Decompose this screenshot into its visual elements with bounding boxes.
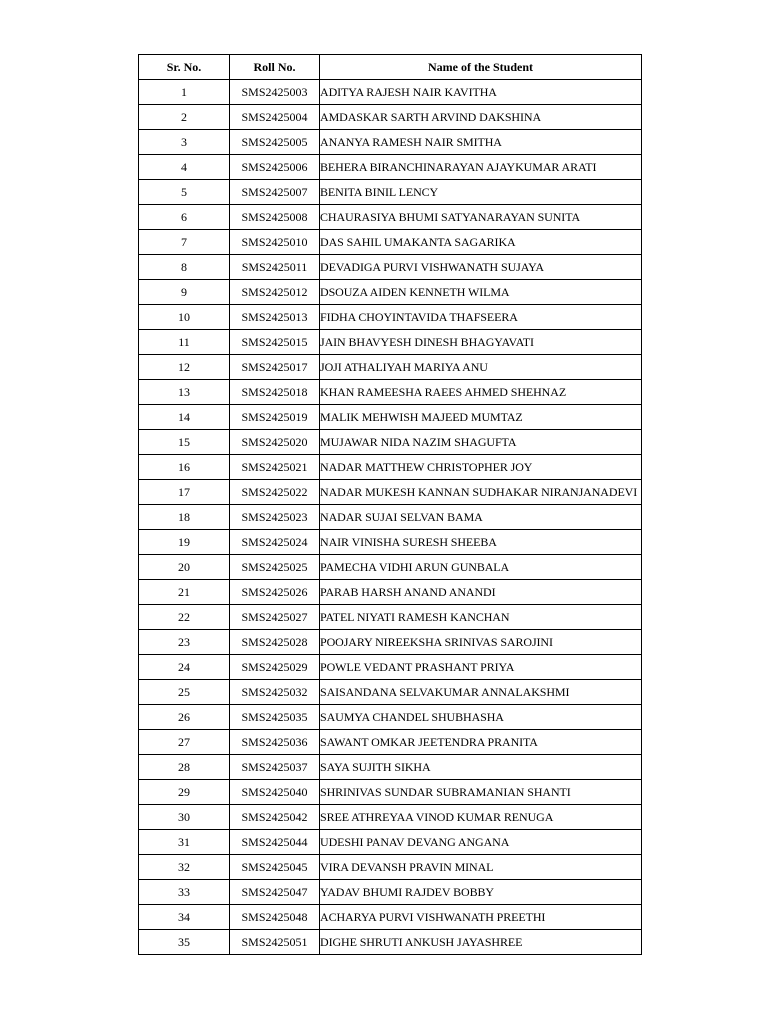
table-row: [139, 130, 642, 155]
table-row: [139, 805, 642, 830]
table-row: [139, 580, 642, 605]
roll-no-cell: SMS2425044: [230, 830, 320, 855]
sr-no-cell: 1: [139, 80, 230, 105]
roll-no-cell: SMS2425021: [230, 455, 320, 480]
sr-no-cell: 16: [139, 455, 230, 480]
roll-no-cell: SMS2425051: [230, 930, 320, 955]
table-row: [139, 105, 642, 130]
sr-no-cell: 9: [139, 280, 230, 305]
student-name-cell: ACHARYA PURVI VISHWANATH PREETHI: [320, 905, 642, 930]
table-row: [139, 855, 642, 880]
student-name-cell: PATEL NIYATI RAMESH KANCHAN: [320, 605, 642, 630]
student-name-cell: VIRA DEVANSH PRAVIN MINAL: [320, 855, 642, 880]
roll-no-cell: SMS2425017: [230, 355, 320, 380]
student-name-cell: NAIR VINISHA SURESH SHEEBA: [320, 530, 642, 555]
roll-no-cell: SMS2425011: [230, 255, 320, 280]
sr-no-cell: 30: [139, 805, 230, 830]
student-name-cell: PAMECHA VIDHI ARUN GUNBALA: [320, 555, 642, 580]
table-row: [139, 755, 642, 780]
table-row: [139, 780, 642, 805]
sr-no-cell: 3: [139, 130, 230, 155]
sr-no-cell: 29: [139, 780, 230, 805]
roll-no-cell: SMS2425018: [230, 380, 320, 405]
student-name-cell: DSOUZA AIDEN KENNETH WILMA: [320, 280, 642, 305]
sr-no-cell: 5: [139, 180, 230, 205]
sr-no-cell: 32: [139, 855, 230, 880]
student-name-cell: ANANYA RAMESH NAIR SMITHA: [320, 130, 642, 155]
student-name-cell: NADAR MUKESH KANNAN SUDHAKAR NIRANJANADEVI: [320, 480, 642, 505]
sr-no-cell: 23: [139, 630, 230, 655]
table-row: [139, 480, 642, 505]
table-row: [139, 505, 642, 530]
student-list-sheet: [138, 54, 641, 955]
roll-no-cell: SMS2425040: [230, 780, 320, 805]
roll-no-cell: SMS2425026: [230, 580, 320, 605]
roll-no-cell: SMS2425006: [230, 155, 320, 180]
roll-no-cell: SMS2425037: [230, 755, 320, 780]
student-name-cell: SREE ATHREYAA VINOD KUMAR RENUGA: [320, 805, 642, 830]
roll-no-cell: SMS2425042: [230, 805, 320, 830]
roll-no-cell: SMS2425004: [230, 105, 320, 130]
roll-no-cell: SMS2425010: [230, 230, 320, 255]
sr-no-cell: 11: [139, 330, 230, 355]
student-name-cell: SAYA SUJITH SIKHA: [320, 755, 642, 780]
roll-no-cell: SMS2425012: [230, 280, 320, 305]
student-name-cell: KHAN RAMEESHA RAEES AHMED SHEHNAZ: [320, 380, 642, 405]
student-name-cell: AMDASKAR SARTH ARVIND DAKSHINA: [320, 105, 642, 130]
student-name-cell: MUJAWAR NIDA NAZIM SHAGUFTA: [320, 430, 642, 455]
sr-no-cell: 15: [139, 430, 230, 455]
roll-no-cell: SMS2425024: [230, 530, 320, 555]
student-name-cell: BENITA BINIL LENCY: [320, 180, 642, 205]
header-row: [139, 55, 642, 80]
table-row: [139, 355, 642, 380]
table-row: [139, 555, 642, 580]
table-row: [139, 205, 642, 230]
student-name-cell: JAIN BHAVYESH DINESH BHAGYAVATI: [320, 330, 642, 355]
table-row: [139, 630, 642, 655]
student-name-cell: SAISANDANA SELVAKUMAR ANNALAKSHMI: [320, 680, 642, 705]
student-name-cell: SHRINIVAS SUNDAR SUBRAMANIAN SHANTI: [320, 780, 642, 805]
student-name-cell: NADAR SUJAI SELVAN BAMA: [320, 505, 642, 530]
sr-no-cell: 28: [139, 755, 230, 780]
student-name-cell: SAUMYA CHANDEL SHUBHASHA: [320, 705, 642, 730]
roll-no-cell: SMS2425045: [230, 855, 320, 880]
student-name-cell: PARAB HARSH ANAND ANANDI: [320, 580, 642, 605]
table-header: [139, 55, 642, 80]
sr-no-cell: 14: [139, 405, 230, 430]
student-name-cell: DEVADIGA PURVI VISHWANATH SUJAYA: [320, 255, 642, 280]
roll-no-cell: SMS2425025: [230, 555, 320, 580]
header-sr-no: Sr. No.: [139, 55, 230, 80]
student-name-cell: POWLE VEDANT PRASHANT PRIYA: [320, 655, 642, 680]
table-row: [139, 880, 642, 905]
roll-no-cell: SMS2425003: [230, 80, 320, 105]
roll-no-cell: SMS2425007: [230, 180, 320, 205]
roll-no-cell: SMS2425020: [230, 430, 320, 455]
sr-no-cell: 34: [139, 905, 230, 930]
table-row: [139, 180, 642, 205]
table-row: [139, 330, 642, 355]
table-row: [139, 705, 642, 730]
sr-no-cell: 24: [139, 655, 230, 680]
roll-no-cell: SMS2425008: [230, 205, 320, 230]
table-row: [139, 655, 642, 680]
sr-no-cell: 17: [139, 480, 230, 505]
table-row: [139, 905, 642, 930]
roll-no-cell: SMS2425015: [230, 330, 320, 355]
roll-no-cell: SMS2425005: [230, 130, 320, 155]
student-name-cell: UDESHI PANAV DEVANG ANGANA: [320, 830, 642, 855]
student-table: [138, 54, 642, 955]
table-row: [139, 255, 642, 280]
sr-no-cell: 10: [139, 305, 230, 330]
header-student-name: Name of the Student: [320, 55, 642, 80]
sr-no-cell: 4: [139, 155, 230, 180]
sr-no-cell: 6: [139, 205, 230, 230]
roll-no-cell: SMS2425047: [230, 880, 320, 905]
student-name-cell: NADAR MATTHEW CHRISTOPHER JOY: [320, 455, 642, 480]
roll-no-cell: SMS2425032: [230, 680, 320, 705]
sr-no-cell: 13: [139, 380, 230, 405]
sr-no-cell: 27: [139, 730, 230, 755]
student-name-cell: JOJI ATHALIYAH MARIYA ANU: [320, 355, 642, 380]
student-name-cell: SAWANT OMKAR JEETENDRA PRANITA: [320, 730, 642, 755]
sr-no-cell: 21: [139, 580, 230, 605]
table-row: [139, 155, 642, 180]
sr-no-cell: 22: [139, 605, 230, 630]
table-row: [139, 680, 642, 705]
header-roll-no: Roll No.: [230, 55, 320, 80]
sr-no-cell: 20: [139, 555, 230, 580]
student-name-cell: DAS SAHIL UMAKANTA SAGARIKA: [320, 230, 642, 255]
sr-no-cell: 33: [139, 880, 230, 905]
student-name-cell: CHAURASIYA BHUMI SATYANARAYAN SUNITA: [320, 205, 642, 230]
sr-no-cell: 8: [139, 255, 230, 280]
table-row: [139, 80, 642, 105]
sr-no-cell: 12: [139, 355, 230, 380]
student-name-cell: ADITYA RAJESH NAIR KAVITHA: [320, 80, 642, 105]
student-name-cell: BEHERA BIRANCHINARAYAN AJAYKUMAR ARATI: [320, 155, 642, 180]
table-row: [139, 305, 642, 330]
table-row: [139, 730, 642, 755]
table-row: [139, 605, 642, 630]
roll-no-cell: SMS2425022: [230, 480, 320, 505]
roll-no-cell: SMS2425023: [230, 505, 320, 530]
sr-no-cell: 26: [139, 705, 230, 730]
roll-no-cell: SMS2425036: [230, 730, 320, 755]
sr-no-cell: 2: [139, 105, 230, 130]
sr-no-cell: 19: [139, 530, 230, 555]
table-row: [139, 830, 642, 855]
sr-no-cell: 31: [139, 830, 230, 855]
roll-no-cell: SMS2425029: [230, 655, 320, 680]
sr-no-cell: 35: [139, 930, 230, 955]
table-row: [139, 530, 642, 555]
sr-no-cell: 18: [139, 505, 230, 530]
table-row: [139, 280, 642, 305]
roll-no-cell: SMS2425027: [230, 605, 320, 630]
table-row: [139, 430, 642, 455]
sr-no-cell: 25: [139, 680, 230, 705]
student-name-cell: FIDHA CHOYINTAVIDA THAFSEERA: [320, 305, 642, 330]
table-row: [139, 405, 642, 430]
table-row: [139, 230, 642, 255]
roll-no-cell: SMS2425048: [230, 905, 320, 930]
roll-no-cell: SMS2425035: [230, 705, 320, 730]
student-name-cell: MALIK MEHWISH MAJEED MUMTAZ: [320, 405, 642, 430]
table-body: [139, 80, 642, 955]
roll-no-cell: SMS2425013: [230, 305, 320, 330]
table-row: [139, 380, 642, 405]
roll-no-cell: SMS2425019: [230, 405, 320, 430]
table-row: [139, 455, 642, 480]
sr-no-cell: 7: [139, 230, 230, 255]
roll-no-cell: SMS2425028: [230, 630, 320, 655]
student-name-cell: YADAV BHUMI RAJDEV BOBBY: [320, 880, 642, 905]
student-name-cell: POOJARY NIREEKSHA SRINIVAS SAROJINI: [320, 630, 642, 655]
table-row: [139, 930, 642, 955]
student-name-cell: DIGHE SHRUTI ANKUSH JAYASHREE: [320, 930, 642, 955]
